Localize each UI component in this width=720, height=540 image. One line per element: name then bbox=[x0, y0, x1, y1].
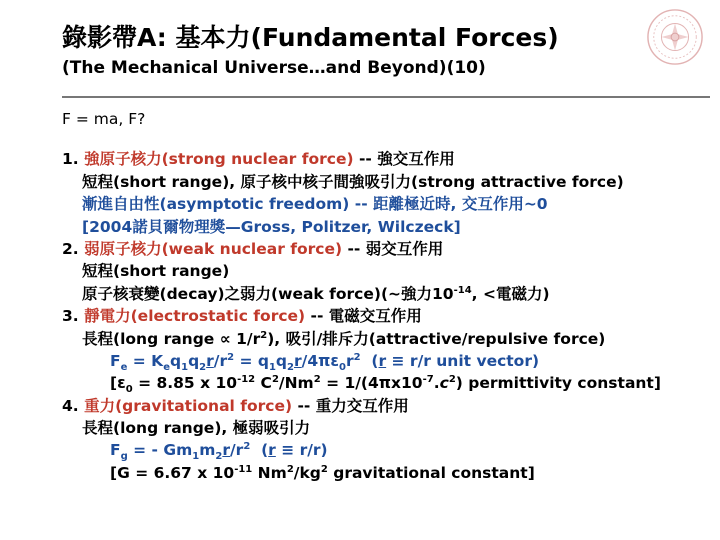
gravitational-constant: [G = 6.67 x $10^{-11}$ $Nm^2/kg^2$ gravitational constant] bbox=[110, 463, 535, 482]
gravity-formula: $F_g$ = - $Gm_1m_2r/r^2$ (r ≡ r/r) bbox=[110, 441, 328, 463]
strong-force-nobel: [2004諾貝爾物理獎—Gross, Politzer, Wilczeck] bbox=[82, 217, 461, 236]
coulomb-formula: $F_e = K_eq_1q_2r/r^2 = q_1q_2r/4\pi\varepsilon_0r^2$ (r ≡ r/r unit vector) bbox=[110, 351, 540, 373]
weak-force-decay bbox=[62, 283, 712, 305]
weak-force-decay-tail: , <電磁力) bbox=[471, 284, 550, 303]
item-number: 3. bbox=[62, 307, 79, 326]
gravitational-constant-tail: gravitational constant] bbox=[327, 463, 535, 482]
permittivity-tail: ) permittivity constant] bbox=[455, 374, 661, 393]
gravitational-force-range: 長程(long range), 極弱吸引力 bbox=[82, 419, 311, 438]
electrostatic-force-tail: -- 電磁交互作用 bbox=[305, 307, 422, 326]
item-number: 2. bbox=[62, 239, 79, 258]
weak-force-range: 短程(short range) bbox=[82, 262, 230, 281]
strong-force-tail: -- 強交互作用 bbox=[353, 150, 455, 169]
university-seal-logo bbox=[646, 8, 704, 66]
electrostatic-force-term: 靜電力(electrostatic force) bbox=[84, 307, 306, 326]
slide-subtitle: (The Mechanical Universe…and Beyond)(10) bbox=[62, 58, 486, 78]
coulomb-formula-tail: unit vector) bbox=[430, 351, 540, 370]
item-electrostatic-force bbox=[62, 305, 712, 327]
item-number: 1. bbox=[62, 150, 79, 169]
weak-force-decay-text: 原子核衰變(decay)之弱力(weak force)(~強力10 bbox=[82, 284, 454, 303]
weak-force-tail: -- 弱交互作用 bbox=[342, 239, 444, 258]
item-strong-force bbox=[62, 148, 712, 170]
electrostatic-range-tail: ), 吸引/排斥力(attractive/repulsive force) bbox=[267, 329, 606, 348]
electrostatic-range-sup: 2 bbox=[260, 329, 268, 341]
gravitational-force-term: 重力(gravitational force) bbox=[84, 396, 293, 415]
weak-force-term: 弱原子核力(weak nuclear force) bbox=[84, 239, 343, 258]
permittivity-constant: [$\varepsilon_0 = 8.85$ x $10^{-12}$ $C^2/Nm^2 = 1/(4\pi x10^{-7}.c^2)$ permittivity constant] bbox=[110, 374, 661, 396]
item-number: 4. bbox=[62, 396, 79, 415]
electrostatic-range-text: 長程(long range ∝ 1/r bbox=[82, 329, 261, 348]
slide-body bbox=[62, 108, 712, 484]
title-divider bbox=[62, 96, 710, 98]
weak-force-exponent: -14 bbox=[453, 284, 472, 296]
electrostatic-force-range bbox=[62, 328, 712, 350]
gravitational-force-tail: -- 重力交互作用 bbox=[292, 396, 409, 415]
item-weak-force bbox=[62, 238, 712, 260]
item-gravitational-force bbox=[62, 395, 712, 417]
slide-title: 錄影帶A: 基本力(Fundamental Forces) bbox=[62, 23, 559, 52]
strong-force-range: 短程(short range), 原子核中核子間強吸引力(strong attractive force) bbox=[82, 172, 624, 191]
intro-line: F = ma, F? bbox=[62, 110, 146, 128]
strong-force-term: 強原子核力(strong nuclear force) bbox=[84, 150, 354, 169]
strong-force-asymptotic: 漸進自由性(asymptotic freedom) -- 距離極近時, 交互作用~0 bbox=[82, 195, 548, 214]
